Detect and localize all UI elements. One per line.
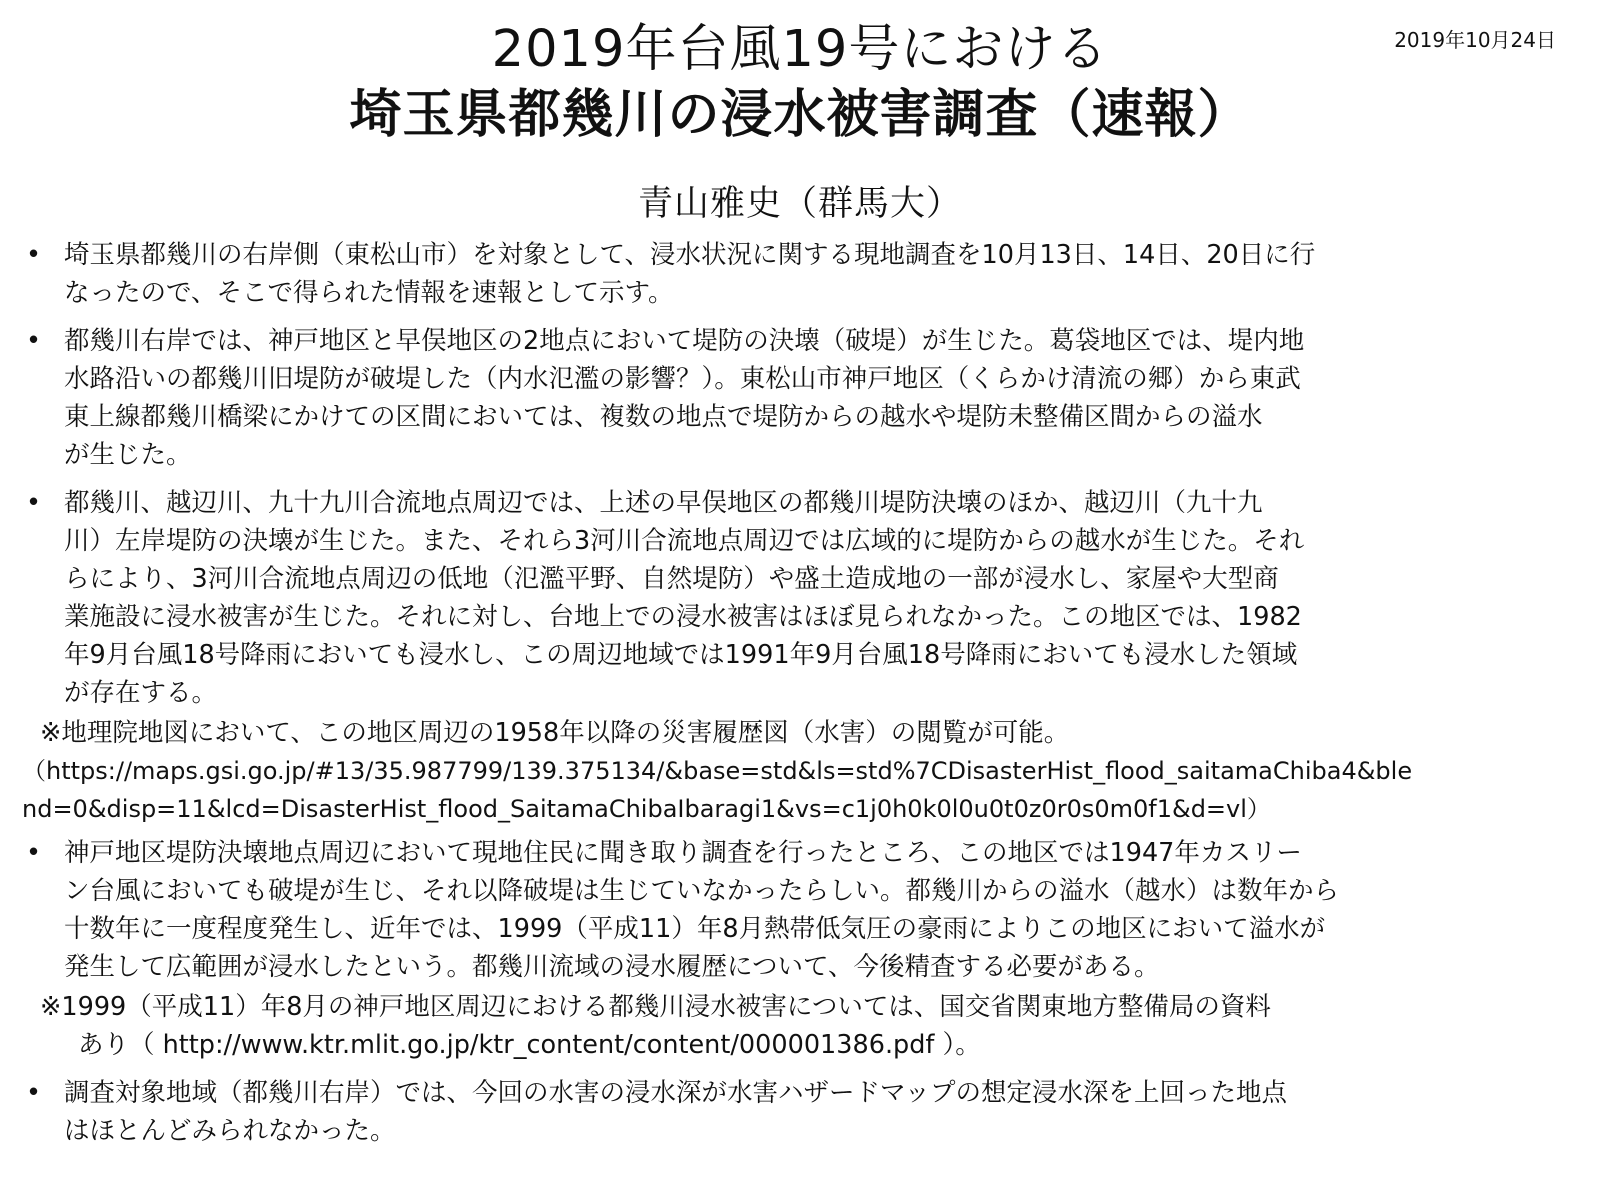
title-line-1: 2019年台風19号における xyxy=(491,20,1109,79)
bullet-item xyxy=(22,1074,1582,1150)
bullet-line: 神戸地区堤防決壊地点周辺において現地住民に聞き取り調査を行ったところ、この地区では1947年カスリー xyxy=(64,838,1302,868)
bullet-line: 東上線都幾川橋梁にかけての区間においては、複数の地点で堤防からの越水や堤防未整備区間からの溢水 xyxy=(64,402,1263,432)
bullet-item xyxy=(22,834,1582,986)
bullet-line: はほとんどみられなかった。 xyxy=(64,1116,396,1146)
bullet-line: 年9月台風18号降雨においても浸水し、この周辺地域では1991年9月台風18号降雨においても浸水した領域 xyxy=(64,640,1298,670)
bullet-item xyxy=(22,322,1582,474)
bullet-line: 都幾川、越辺川、九十九川合流地点周辺では、上述の早俣地区の都幾川堤防決壊のほか、越辺川（九十九 xyxy=(64,488,1263,518)
bullet-line: 埼玉県都幾川の右岸側（東松山市）を対象として、浸水状況に関する現地調査を10月13日、14日、20日に行 xyxy=(64,240,1316,270)
bullet-line: なったので、そこで得られた情報を速報として示す。 xyxy=(64,278,674,308)
url-line[interactable]: nd=0&disp=11&lcd=DisasterHist_flood_SaitamaChibaIbaragi1&vs=c1j0h0k0l0u0t0z0r0s0m0f1&d=vl） xyxy=(22,795,1271,823)
bullet-line: 水路沿いの都幾川旧堤防が破堤した（内水氾濫の影響？）。東松山市神戸地区（くらかけ清流の郷）から東武 xyxy=(64,364,1301,394)
bullet-line: らにより、3河川合流地点周辺の低地（氾濫平野、自然堤防）や盛土造成地の一部が浸水し、家屋や大型商 xyxy=(64,564,1279,594)
date-label: 2019年10月24日 xyxy=(1394,28,1556,52)
bullet-line: 調査対象地域（都幾川右岸）では、今回の水害の浸水深が水害ハザードマップの想定浸水深を上回った地点 xyxy=(64,1078,1287,1108)
bullet-line: が生じた。 xyxy=(64,440,192,470)
bullet-dot-icon: • xyxy=(26,240,42,270)
bullet-line: 発生して広範囲が浸水したという。都幾川流域の浸水履歴について、今後精査する必要がある。 xyxy=(64,952,1160,982)
note-line: ※1999（平成11）年8月の神戸地区周辺における都幾川浸水被害については、国交省関東地方整備局の資料 xyxy=(40,992,1271,1022)
note-1999-flood xyxy=(22,988,1582,1064)
bullet-line: 業施設に浸水被害が生じた。それに対し、台地上での浸水被害はほぼ見られなかった。この地区では、1982 xyxy=(64,602,1302,632)
title-line-2: 埼玉県都幾川の浸水被害調査（速報） xyxy=(349,85,1251,145)
bullet-item xyxy=(22,484,1582,712)
bullet-line: 川）左岸堤防の決壊が生じた。また、それら3河川合流地点周辺では広域的に堤防からの越水が生じた。それ xyxy=(64,526,1305,556)
note-disaster-history: ※地理院地図において、この地区周辺の1958年以降の災害履歴図（水害）の閲覧が可能。 xyxy=(40,718,1070,748)
bullet-line: 十数年に一度程度発生し、近年では、1999（平成11）年8月熱帯低気圧の豪雨によりこの地区において溢水が xyxy=(64,914,1326,944)
bullet-line: 都幾川右岸では、神戸地区と早俣地区の2地点において堤防の決壊（破堤）が生じた。葛袋地区では、堤内地 xyxy=(64,326,1305,356)
author: 青山雅史（群馬大） xyxy=(637,184,962,224)
bullet-dot-icon: • xyxy=(26,1078,42,1108)
note-line-link[interactable]: あり（ http://www.ktr.mlit.go.jp/ktr_content/content/000001386.pdf ）。 xyxy=(78,1030,981,1060)
bullet-item xyxy=(22,236,1582,312)
url-line[interactable]: （https://maps.gsi.go.jp/#13/35.987799/139.375134/&base=std&ls=std%7CDisasterHist_flood_saitamaChiba4&ble xyxy=(22,757,1413,785)
bullet-dot-icon: • xyxy=(26,838,42,868)
content xyxy=(22,236,1582,1160)
bullet-line: ン台風においても破堤が生じ、それ以降破堤は生じていなかったらしい。都幾川からの溢水（越水）は数年から xyxy=(64,876,1340,906)
bullet-line: が存在する。 xyxy=(64,678,218,708)
bullet-dot-icon: • xyxy=(26,326,42,356)
bullet-dot-icon: • xyxy=(26,488,42,518)
